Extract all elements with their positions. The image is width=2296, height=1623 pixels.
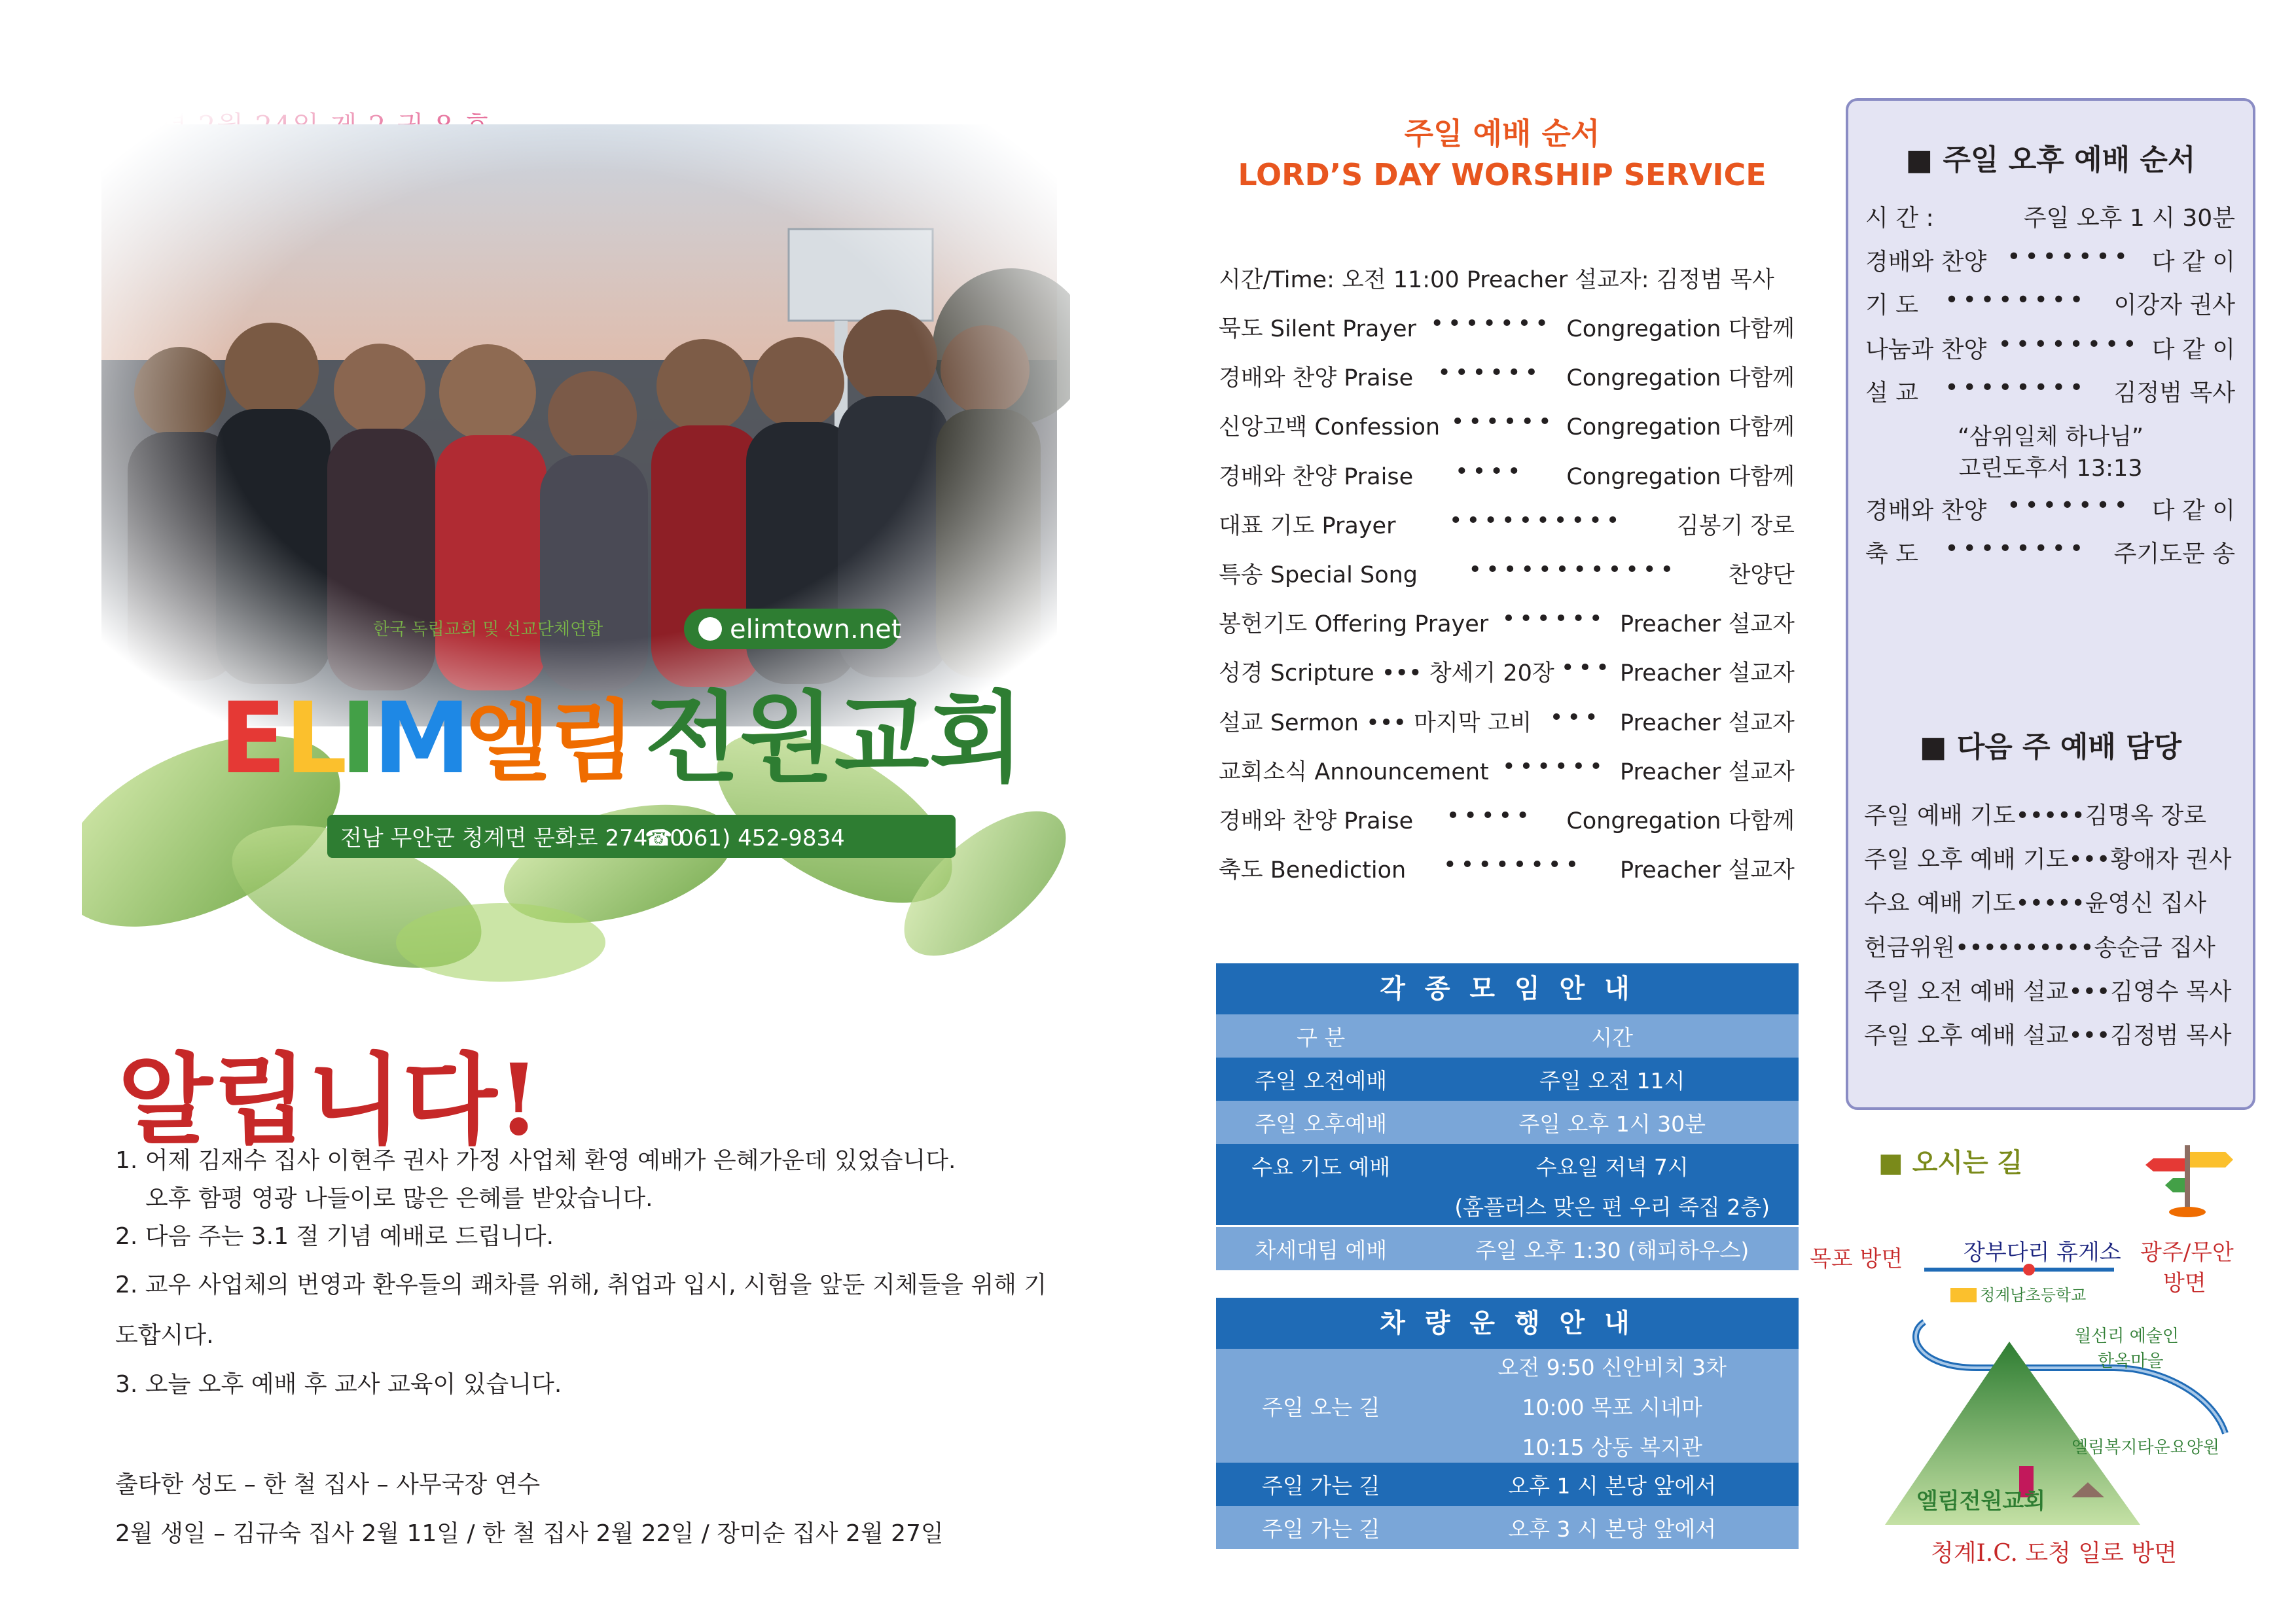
- school-icon: [1950, 1288, 1977, 1302]
- svg-text:전원교회: 전원교회: [645, 681, 1024, 796]
- route-name: 주일 가는 길: [1262, 1472, 1380, 1499]
- worship-order-row: [1219, 705, 1795, 738]
- leader-dots: ••••••: [1501, 606, 1607, 633]
- table-row: [1216, 1225, 1799, 1270]
- afternoon-who: 다 같 이: [2151, 336, 2235, 363]
- label-church: 엘림전원교회: [1916, 1488, 2046, 1514]
- label-ic: 청계I.C. 도청 일로 방면: [1931, 1540, 2177, 1567]
- meeting-name: 수요 기도 예배: [1251, 1154, 1391, 1180]
- notice-item-2: 2. 다음 주는 3.1 절 기념 예배로 드립니다.: [115, 1223, 554, 1250]
- afternoon-row: [1865, 374, 2235, 408]
- notice-title: 알립니다!: [118, 1043, 541, 1158]
- leader-dots: •••: [1560, 655, 1613, 682]
- svg-text:E: E: [219, 682, 287, 796]
- meetings-col-category: 구 분: [1297, 1024, 1346, 1050]
- worship-order-row: [1219, 557, 1795, 590]
- afternoon-row: [1865, 492, 2235, 526]
- worship-order-row: [1219, 409, 1795, 442]
- afternoon-who: 이강자 권사: [2113, 292, 2235, 319]
- worship-order-row: [1219, 459, 1795, 491]
- worship-order-row: [1219, 754, 1795, 787]
- label-mokpo: 목포 방면: [1810, 1246, 1903, 1272]
- vehicles-table: [1216, 1298, 1799, 1549]
- route-time: 오후 3 시 본당 앞에서: [1508, 1516, 1717, 1542]
- duty-row: 수요 예배 기도•••••윤영신 집사: [1864, 890, 2207, 917]
- leader-dots: ••••••••: [1945, 535, 2088, 562]
- meetings-table: [1216, 963, 1799, 1270]
- afternoon-item: 경배와 찬양: [1865, 249, 1987, 276]
- leader-dots: ••••••: [1437, 360, 1543, 387]
- meeting-time: 수요일 저녁 7시: [1535, 1154, 1689, 1180]
- order-leader: Congregation 다함께: [1566, 365, 1795, 392]
- time-line-text: 시간/Time: 오전 11:00 Preacher 설교자: 김정범 목사: [1219, 267, 1774, 293]
- website-text: elimtown.net: [730, 615, 902, 645]
- order-item: 대표 기도 Prayer: [1219, 512, 1396, 539]
- duty-row: 주일 예배 기도•••••김명옥 장로: [1864, 802, 2207, 829]
- afternoon-title: ■ 주일 오후 예배 순서: [1905, 143, 2196, 177]
- afternoon-item: 기 도: [1865, 292, 1918, 319]
- leader-dots: •••••: [1446, 803, 1534, 829]
- table-row: [1216, 1506, 1799, 1549]
- leader-dots: ••••••••: [1443, 852, 1583, 879]
- route-time: 10:15 상동 복지관: [1522, 1434, 1702, 1460]
- directions-map: [1806, 1132, 2265, 1590]
- label-school: 청계남초등학교: [1980, 1286, 2087, 1304]
- order-item: 경배와 찬양 Praise: [1219, 463, 1414, 490]
- afternoon-item: 축 도: [1865, 541, 1918, 567]
- absent-members: 출타한 성도 – 한 철 집사 – 사무국장 연수: [115, 1471, 541, 1498]
- worship-order-row: [1219, 655, 1795, 688]
- table-row: [1216, 1349, 1799, 1463]
- duty-row: 주일 오전 예배 설교•••김영수 목사: [1864, 978, 2232, 1005]
- order-leader: Congregation 다함께: [1566, 414, 1795, 441]
- duty-row: 헌금위원••••••••••송순금 집사: [1864, 935, 2215, 961]
- afternoon-item: 나눔과 찬양: [1865, 336, 1987, 363]
- worship-order-row: [1219, 606, 1795, 639]
- order-leader: Preacher 설교자: [1620, 857, 1795, 884]
- order-leader: Congregation 다함께: [1566, 316, 1795, 342]
- notice-item-1: 1. 어제 김재수 집사 이현주 권사 가정 사업체 환영 예배가 은혜가운데 있었습니다.: [115, 1147, 956, 1174]
- route-time: 오후 1 시 본당 앞에서: [1508, 1472, 1717, 1499]
- duty-row: 주일 오후 예배 기도•••황애자 권사: [1864, 846, 2232, 873]
- route-times: [1426, 1351, 1799, 1461]
- worship-order-row: [1219, 508, 1795, 541]
- meeting-time-cell: [1426, 1150, 1799, 1221]
- signpost-icon: [2145, 1145, 2233, 1217]
- afternoon-who: 다 같 이: [2151, 497, 2235, 524]
- meeting-name: 차세대팀 예배: [1255, 1237, 1388, 1263]
- route-time: 오전 9:50 신안비치 3차: [1498, 1354, 1727, 1380]
- order-item: 특송 Special Song: [1219, 562, 1418, 588]
- worship-time-line: [1219, 262, 1795, 294]
- leader-dots: ••••••••: [1998, 331, 2141, 358]
- worship-order-row: [1219, 803, 1795, 836]
- meetings-title: 각 종 모 임 안 내: [1216, 963, 1799, 1014]
- leader-dots: ••••: [1454, 458, 1525, 485]
- order-item: 설교 Sermon ••• 마지막 고비: [1219, 709, 1532, 736]
- afternoon-row: [1865, 200, 2235, 233]
- order-leader: Preacher 설교자: [1620, 660, 1795, 687]
- order-item: 봉헌기도 Offering Prayer: [1219, 611, 1489, 638]
- route-name: 주일 가는 길: [1262, 1516, 1380, 1542]
- link-icon: [698, 617, 722, 641]
- leader-dots: •••••••: [2007, 492, 2132, 519]
- label-gwangju: 광주/무안: [2140, 1240, 2234, 1266]
- church-logo: [219, 681, 1024, 796]
- sermon-reference: 고린도후서 13:13: [1958, 455, 2143, 482]
- afternoon-row: [1865, 243, 2235, 277]
- meetings-header-row: [1216, 1014, 1799, 1058]
- afternoon-who: 주일 오후 1 시 30분: [2023, 205, 2235, 232]
- notice-item-3b: 도합시다.: [115, 1322, 214, 1349]
- notice-item-3: 2. 교우 사업체의 번영과 환우들의 쾌차를 위해, 취업과 입시, 시험을 앞둔 지체들을 위해 기: [115, 1272, 1047, 1298]
- afternoon-who: 주기도문 송: [2113, 541, 2235, 567]
- vehicles-title: 차 량 운 행 안 내: [1216, 1298, 1799, 1349]
- order-leader: Congregation 다함께: [1566, 808, 1795, 834]
- notice-item-1b: 오후 함평 영광 나들이로 많은 은혜를 받았습니다.: [145, 1185, 653, 1212]
- meeting-time: 주일 오후 1시 30분: [1518, 1111, 1706, 1137]
- order-leader: 김봉기 장로: [1676, 512, 1795, 539]
- order-leader: Congregation 다함께: [1566, 463, 1795, 490]
- afternoon-who: 다 같 이: [2151, 249, 2235, 276]
- order-item: 신앙고백 Confession: [1219, 414, 1441, 441]
- leader-dots: •••••••: [1430, 311, 1552, 337]
- order-leader: Preacher 설교자: [1620, 758, 1795, 785]
- leader-dots: •••••••: [2007, 243, 2132, 270]
- table-row: [1216, 1101, 1799, 1144]
- order-item: 성경 Scripture ••• 창세기 20장: [1219, 660, 1554, 687]
- worship-order-row: [1219, 311, 1795, 344]
- birthdays: 2월 생일 – 김규숙 집사 2월 11일 / 한 철 집사 2월 22일 / 장미순 집사 2월 27일: [115, 1520, 944, 1547]
- meeting-time: 주일 오전 11시: [1539, 1067, 1685, 1094]
- address-text: 전남 무안군 청계면 문화로 274-30: [340, 825, 684, 851]
- leader-dots: ••••••••••••: [1468, 557, 1678, 583]
- route-time: 10:00 목포 시네마: [1522, 1394, 1702, 1420]
- svg-text:L: L: [285, 682, 348, 796]
- meeting-name: 주일 오후예배: [1255, 1111, 1388, 1137]
- afternoon-row: [1865, 287, 2235, 320]
- notice-item-4: 3. 오늘 오후 예배 후 교사 교육이 있습니다.: [115, 1371, 562, 1398]
- leader-dots: ••••••••••: [1448, 507, 1624, 534]
- order-item: 교회소식 Announcement: [1219, 758, 1489, 785]
- afternoon-row: [1865, 331, 2235, 365]
- worship-order-row: [1219, 360, 1795, 393]
- svg-text:엘림: 엘림: [465, 690, 636, 793]
- svg-text:I: I: [340, 682, 377, 796]
- afternoon-who: 김정범 목사: [2113, 380, 2235, 406]
- phone-text: ☎ 061) 452-9834: [645, 825, 845, 851]
- table-row: [1216, 1144, 1799, 1225]
- meetings-col-time: 시간: [1591, 1024, 1634, 1050]
- meeting-name: 주일 오전예배: [1255, 1067, 1388, 1094]
- church-hero-banner: [82, 111, 1070, 988]
- meeting-location: (홈플러스 맞은 편 우리 죽집 2층): [1454, 1194, 1770, 1220]
- afternoon-item: 경배와 찬양: [1865, 497, 1987, 524]
- meeting-time: 주일 오후 1:30 (해피하우스): [1475, 1237, 1749, 1263]
- worship-title-ko: 주일 예배 순서: [1404, 116, 1600, 151]
- worship-title-en: LORD’S DAY WORSHIP SERVICE: [1238, 157, 1767, 192]
- label-village-2: 한옥마을: [2098, 1351, 2164, 1371]
- afternoon-item: 설 교: [1865, 380, 1918, 406]
- afternoon-item: 시 간 :: [1865, 205, 1934, 232]
- label-gwangju-2: 방면: [2163, 1270, 2206, 1296]
- leader-dots: •••: [1549, 704, 1602, 731]
- order-item: 경배와 찬양 Praise: [1219, 808, 1414, 834]
- svg-text:M: M: [373, 682, 471, 796]
- leader-dots: ••••••: [1501, 753, 1607, 780]
- hero-subtitle: 한국 독립교회 및 선교단체연합: [373, 620, 603, 639]
- order-leader: 찬양단: [1728, 562, 1795, 588]
- sermon-title: “삼위일체 하나님”: [1957, 424, 2144, 450]
- duty-row: 주일 오후 예배 설교•••김정범 목사: [1864, 1022, 2232, 1049]
- afternoon-row: [1865, 535, 2235, 569]
- next-week-title: ■ 다음 주 예배 담당: [1919, 730, 2182, 764]
- leader-dots: ••••••: [1450, 409, 1556, 436]
- table-row: [1216, 1058, 1799, 1101]
- label-rest-area: 장부다리 휴게소: [1964, 1240, 2121, 1266]
- map-title: ■ 오시는 길: [1878, 1148, 2023, 1178]
- route-name: 주일 오는 길: [1262, 1394, 1380, 1420]
- order-item: 묵도 Silent Prayer: [1219, 316, 1416, 342]
- order-item: 경배와 찬양 Praise: [1219, 365, 1414, 392]
- leader-dots: ••••••••: [1945, 287, 2088, 313]
- worship-order-row: [1219, 852, 1795, 885]
- order-leader: Preacher 설교자: [1620, 709, 1795, 736]
- order-leader: Preacher 설교자: [1620, 611, 1795, 638]
- order-item: 축도 Benediction: [1219, 857, 1407, 884]
- label-welfare: 엘림복지타운요양원: [2072, 1438, 2220, 1457]
- label-village-1: 월선리 예술인: [2075, 1327, 2179, 1346]
- leader-dots: ••••••••: [1945, 374, 2088, 401]
- table-row: [1216, 1463, 1799, 1506]
